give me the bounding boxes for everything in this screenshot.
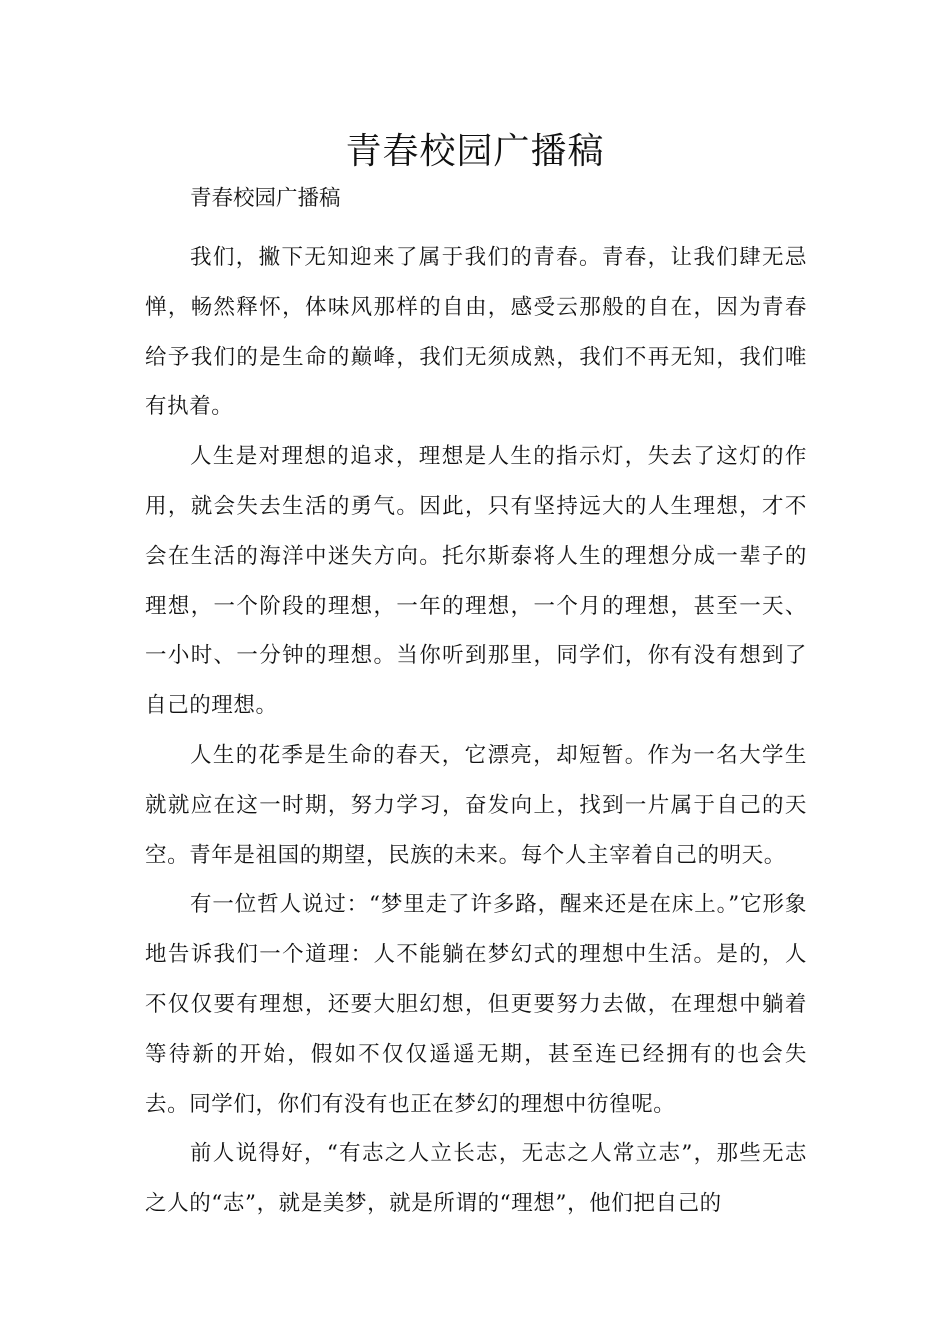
paragraph-1: 我们，撇下无知迎来了属于我们的青春。青春，让我们肆无忌惮，畅然释怀，体味风那样的自由，感受云那般的自在，因为青春给予我们的是生命的巅峰，我们无须成熟，我们不再无知，我们唯有执着。 — [145, 245, 807, 420]
document-body — [145, 233, 807, 1229]
paragraph-3: 人生的花季是生命的春天，它漂亮，却短暂。作为一名大学生就就应在这一时期，努力学习，奋发向上，找到一片属于自己的天空。青年是祖国的期望，民族的未来。每个人主宰着自己的明天。 — [145, 742, 807, 868]
paragraph-4: 有一位哲人说过：“梦里走了许多路，醒来还是在床上。”它形象地告诉我们一个道理：人不能躺在梦幻式的理想中生活。是的，人不仅仅要有理想，还要大胆幻想，但更要努力去做，在理想中躺着等待新的开始，假如不仅仅遥遥无期，甚至连已经拥有的也会失去。同学们，你们有没有也正在梦幻的理想中彷徨呢。 — [145, 892, 807, 1117]
paragraph-5: 前人说得好，“有志之人立长志，无志之人常立志”，那些无志之人的“志”，就是美梦，就是所谓的“理想”，他们把自己的 — [145, 1141, 807, 1217]
document-subtitle: 青春校园广播稿 — [190, 186, 341, 211]
page-title: 青春校园广播稿 — [345, 131, 605, 172]
paragraph-2: 人生是对理想的追求，理想是人生的指示灯，失去了这灯的作用，就会失去生活的勇气。因此，只有坚持远大的人生理想，才不会在生活的海洋中迷失方向。托尔斯泰将人生的理想分成一辈子的理想，一个阶段的理想，一年的理想，一个月的理想，甚至一天、一小时、一分钟的理想。当你听到那里，同学们，你有没有想到了自己的理想。 — [145, 444, 807, 719]
